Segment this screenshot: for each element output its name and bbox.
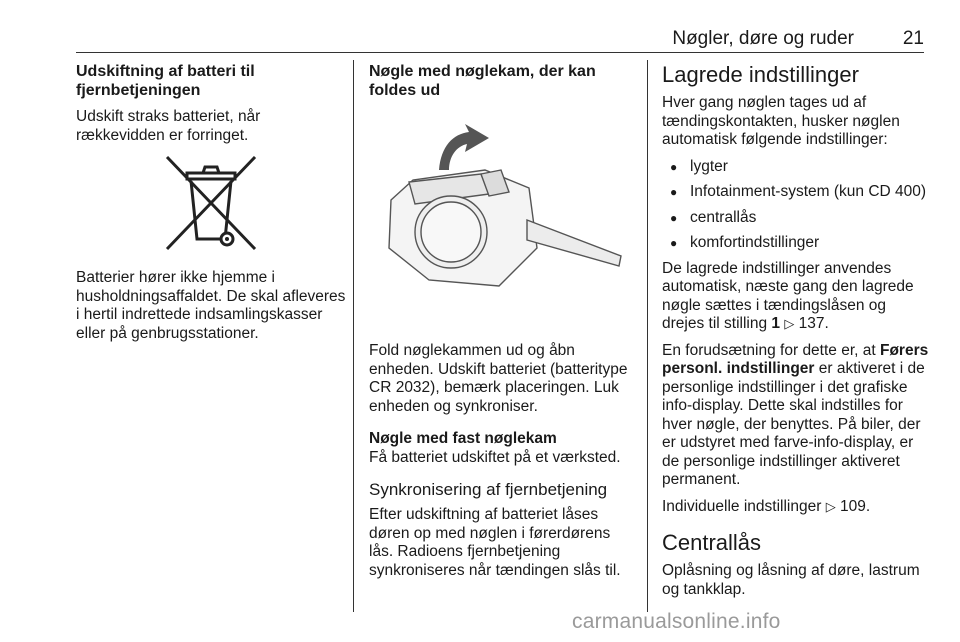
individual-page-ref[interactable]: 109. [840,497,871,515]
list-item: ● centrallås [662,209,930,228]
stored-settings-usage [662,260,930,334]
stored-settings-list [662,158,930,253]
page-ref-icon: ▷ [825,498,836,514]
column-divider-2 [647,60,648,612]
key-battery-illustration [369,108,631,328]
fold-instructions: Fold nøglekammen ud og åbn enheden. Udskift batteriet (batteritype CR 2032), bemærk placeringen. Luk enheden og synkroniser. [369,342,628,415]
list-item: ● lygter [662,158,930,177]
crossed-bin-icon [161,153,261,257]
stored-settings-intro: Hver gang nøglen tages ud af tændingskontakten, husker nøglen automatisk følgende indstillinger: [662,94,900,148]
individual-settings-text: Individuelle indstillinger [662,497,822,515]
column-2 [369,62,635,588]
sync-text: Efter udskiftning af batteriet låses døren op med nøglen i førerdørens lås. Radioens fjernbetjening synkroniseres når tændingen slås til. [369,506,621,579]
list-item: ● komfortindstillinger [662,234,930,253]
central-lock-text: Oplåsning og låsning af døre, lastrum og tankklap. [662,562,920,598]
central-lock-heading: Centrallås [662,530,762,555]
precondition-text [662,342,930,490]
usage-text: De lagrede indstillinger anvendes automatisk, næste gang den lagrede nøgle sættes i tændingslåsen og drejes til stilling [662,259,914,332]
page-number: 21 [902,28,924,49]
precondition-pre: En forudsætning for dette er, at [662,341,876,359]
list-item: ● Infotainment-system (kun CD 400) [662,183,930,202]
column-1 [76,62,346,351]
page-header [76,22,924,52]
precondition-post: er aktiveret i de personlige indstillinger i det grafiske info-display. Dette skal indstilles for hver nøgle, der benyttes. På biler, der er udstyret med farve-info-display, er de personlige indstillinger aktiveret permanent. [662,360,925,488]
foldable-key-heading: Nøgle med nøglekam, der kan foldes ud [369,63,596,99]
battery-intro: Udskift straks batteriet, når rækkevidden er forringet. [76,108,261,144]
sync-heading: Synkronisering af fjernbetjening [369,480,608,499]
watermark: carmanualsonline.info [572,610,781,633]
header-rule [76,52,924,53]
column-3 [662,62,930,607]
driver-settings-label: Førers personl. indstillinger [662,341,929,377]
page-header-title: Nøgler, døre og ruder [672,28,854,49]
stored-settings-heading: Lagrede indstillinger [662,62,859,87]
ignition-position: 1 [771,315,781,332]
fixed-key-text: Få batteriet udskiftet på et værksted. [369,448,621,466]
fixed-key-heading: Nøgle med fast nøglekam [369,430,557,447]
column-divider-1 [353,60,354,612]
page-ref-icon: ▷ [784,316,795,331]
individual-settings-ref [662,498,930,517]
battery-heading: Udskiftning af batteri til fjernbetjeningen [76,63,255,99]
usage-page-ref[interactable]: 137. [798,315,829,332]
battery-disposal-text: Batterier hører ikke hjemme i husholdningsaffaldet. De skal afleveres i hertil indrettede indsamlingskasser eller på genbrugsstationer. [76,269,346,342]
